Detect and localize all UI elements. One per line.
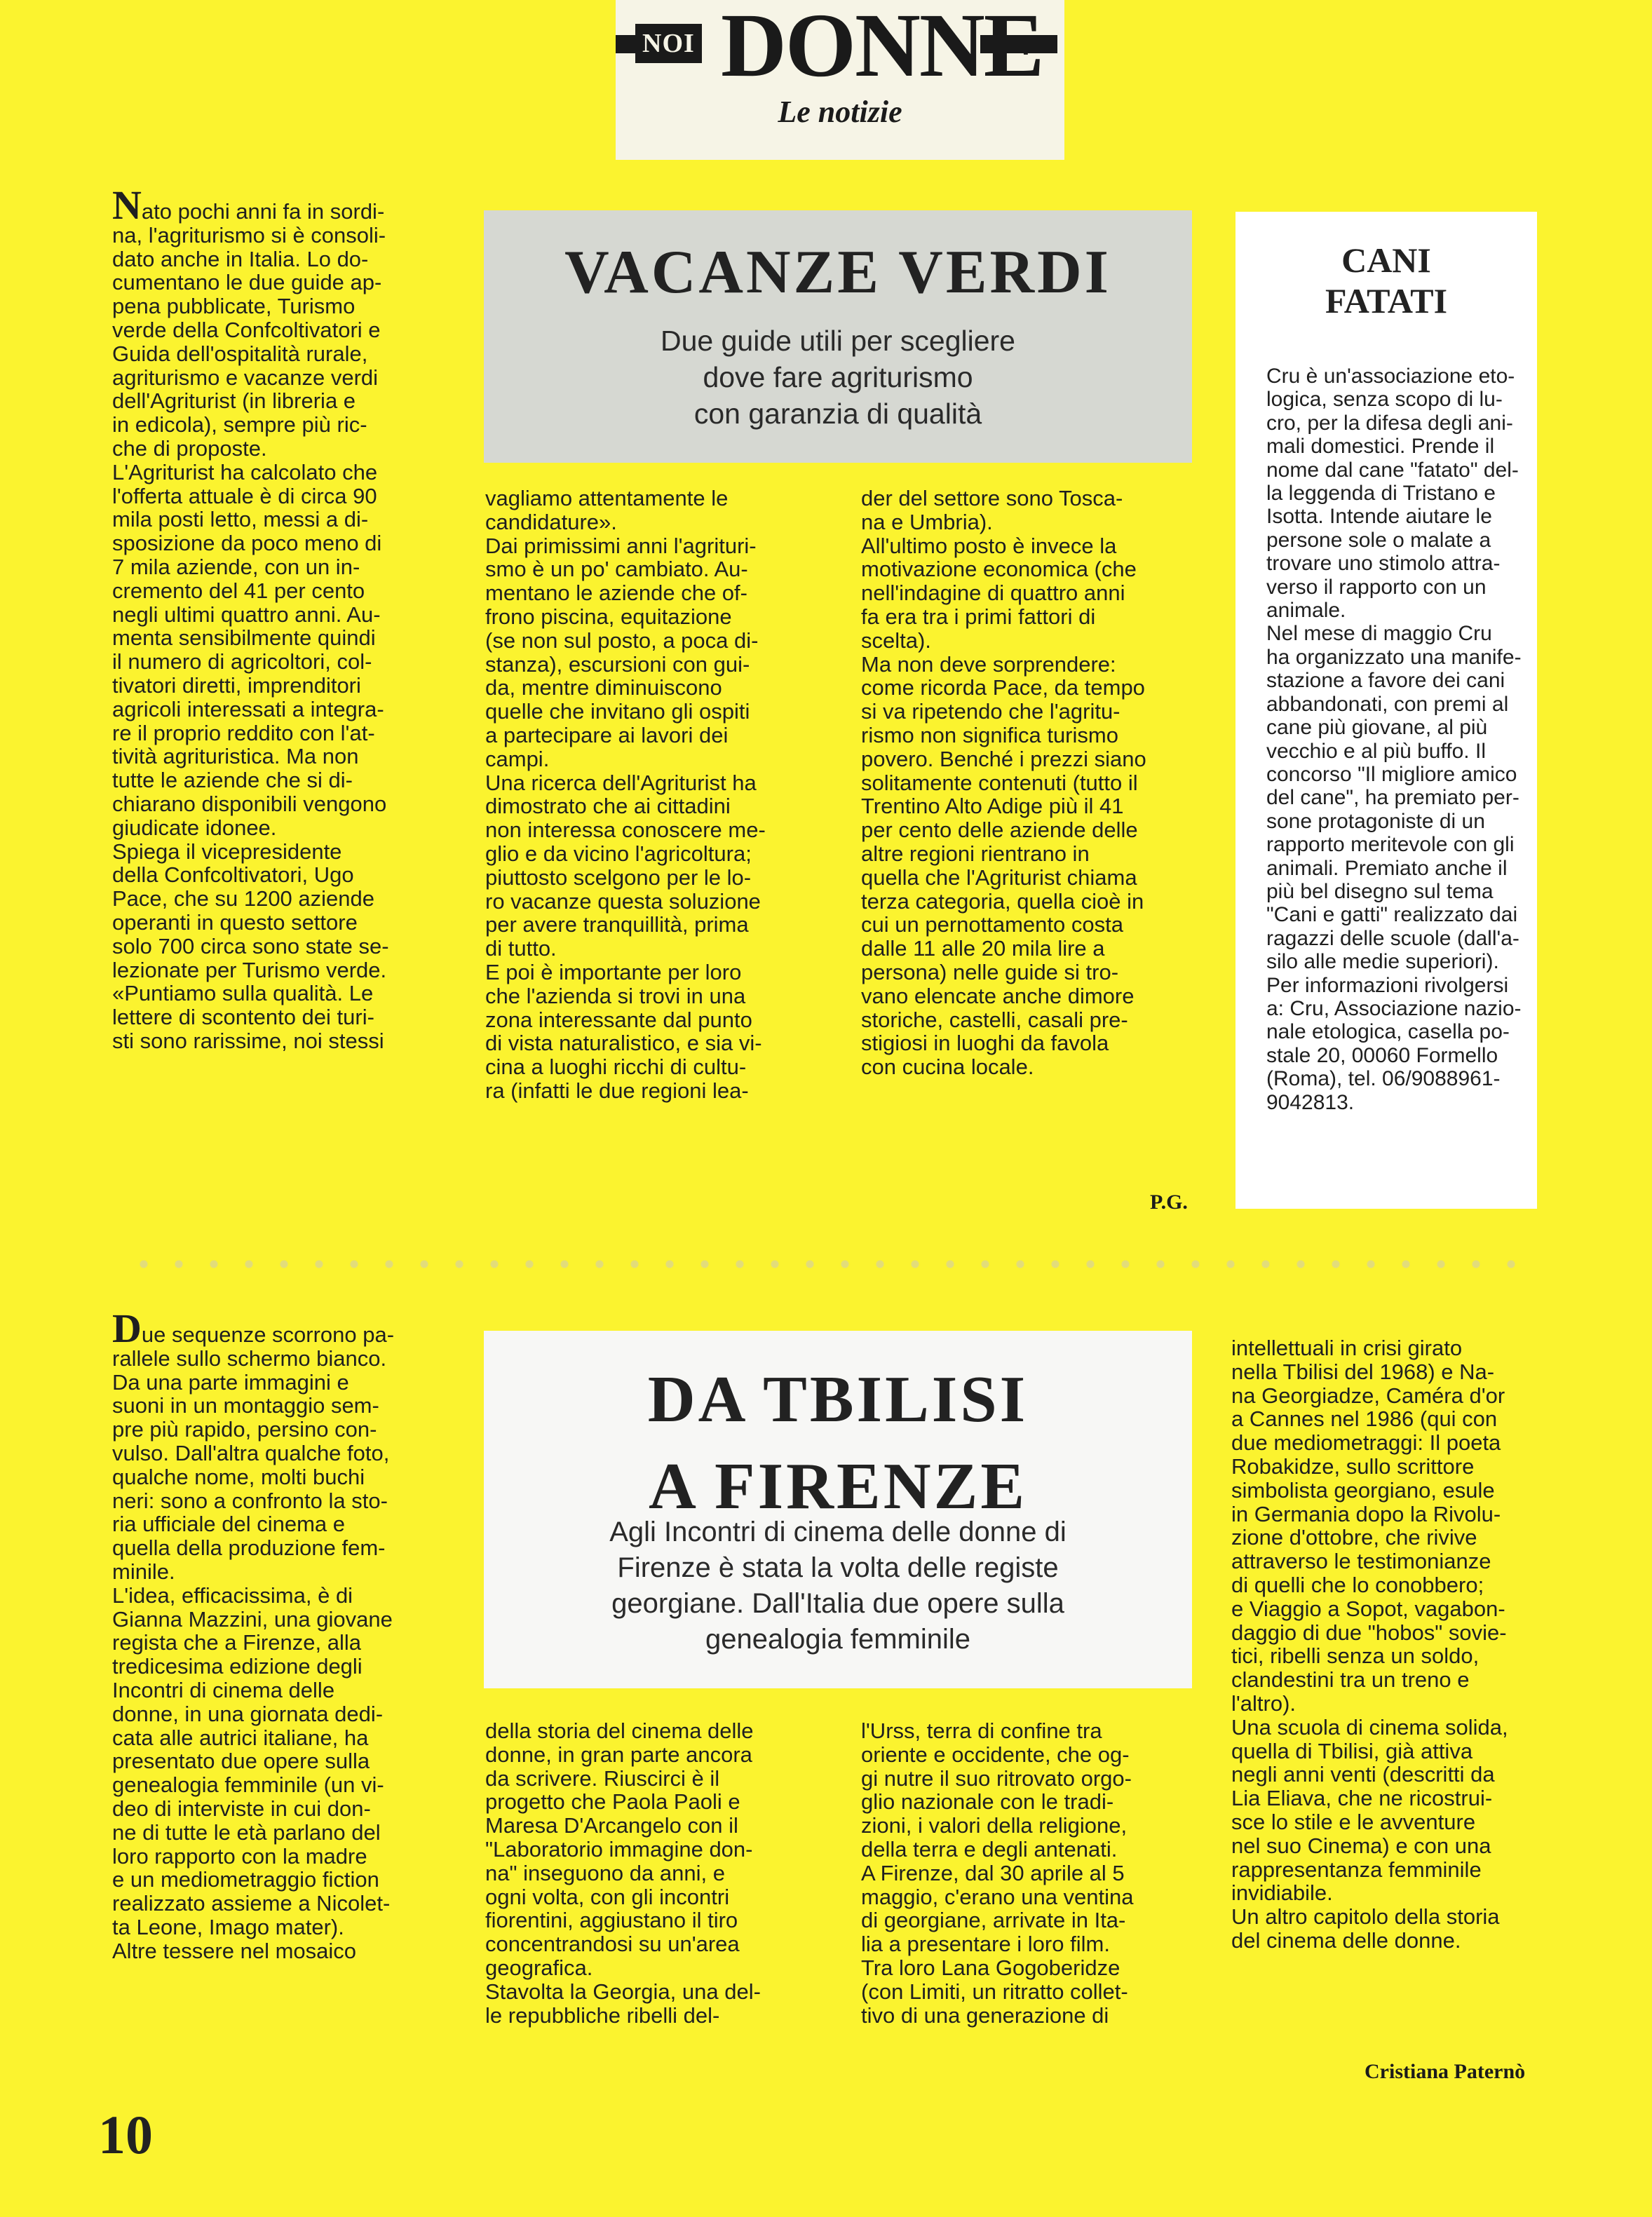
page-number: 10 [98, 2104, 153, 2165]
article1-column-1-text: ato pochi anni fa in sordi- na, l'agriturismo si è consoli- dato anche in Italia. Lo do- cumentano le due guide ap- pena pubblicate, Turismo verde della Confcoltivatori e Guida dell'ospitalità rurale, agriturismo e vacanze verdi dell'Agriturist (in libreria e in edicola), sempre più ric- che di proposte. L'Agriturist ha calcolato che l'offerta attuale è di circa 90 mila posti letto, messi a di- sposizione da poco meno di 7 mila aziende, con un in- cremento del 41 per cento negli ultimi quattro anni. Au- menta sensibilmente quindi il numero di agricoltori, col- tivatori diretti, imprenditori agricoli interessati a integra- re il proprio reddito con l'at- tività agrituristica. Ma non tutte le aziende che si di- chiarano disponibili vengono giudicate idonee. Spiega il vicepresidente della Confcoltivatori, Ugo Pace, che su 1200 aziende operanti in questo settore solo 700 circa sono state se- lezionate per Turismo verde. «Puntiamo sulla qualità. Le lettere di scontento dei turi- sti sono rarissime, noi stessi [112, 199, 389, 1053]
masthead-noi: NOI [635, 24, 702, 63]
article1-headline-box [484, 210, 1192, 463]
article2-column-4: intellettuali in crisi girato nella Tbilisi del 1968) e Na- na Georgiadze, Caméra d'or a Cannes nel 1986 (qui con due mediometraggi: Il poeta Robakidze, sullo scrittore simbolista georgiano, esule in Germania dopo la Rivolu- zione d'ottobre, che rivive attraverso le testimonianze di quelli che lo conobbero; e Viaggio a Sopot, vagabon- daggio di due "hobos" sovie- tici, ribelli senza un soldo, clandestini tra un treno e l'altro). Una scuola di cinema solida, quella di Tbilisi, già attiva negli anni venti (descritti da Lia Eliava, che ne ricostrui- sce lo stile e le avventure nel suo Cinema) e con una rappresentanza femminile invidiabile. Un altro capitolo della storia del cinema delle donne. [1231, 1336, 1508, 1953]
article1-signature: P.G. [1150, 1191, 1188, 1214]
article1-drop-cap: N [112, 182, 142, 228]
section-divider-dots [126, 1259, 1529, 1269]
article1-column-1 [112, 182, 389, 1053]
masthead-subtitle: Le notizie [778, 95, 902, 129]
sidebar-title: CANI FATATI [1325, 240, 1448, 320]
article1-column-2: vagliamo attentamente le candidature». Dai primissimi anni l'agrituri- smo è un po' cambiato. Au- mentano le aziende che of- frono piscina, equitazione (se non sul posto, a poca di- stanza), escursioni con gui- da, mentre diminuiscono quelle che invitano gli ospiti a partecipare ai lavori dei campi. Una ricerca dell'Agriturist ha dimostrato che ai cittadini non interessa conoscere me- glio e da vicino l'agricoltura; piuttosto scelgono per le lo- ro vacanze questa soluzione per avere tranquillità, prima di tutto. E poi è importante per loro che l'azienda si trovi in una zona interessante dal punto di vista naturalistico, e sia vi- cina a luoghi ricchi di cultu- ra (infatti le due regioni lea- [485, 486, 766, 1103]
article1-title: VACANZE VERDI [564, 238, 1111, 306]
article1-deck: Due guide utili per scegliere dove fare agriturismo con garanzia di qualità [661, 325, 1015, 430]
article1-column-3: der del settore sono Tosca- na e Umbria). All'ultimo posto è invece la motivazione economica (che nell'indagine di quattro anni fa era tra i primi fattori di scelta). Ma non deve sorprendere: come ricorda Pace, da tempo si va ripetendo che l'agritu- rismo non significa turismo povero. Benché i prezzi siano solitamente contenuti (tutto il Trentino Alto Adige più il 41 per cento delle aziende delle altre regioni rientrano in quella che l'Agriturist chiama terza categoria, quella cioè in cui un pernottamento costa dalle 11 alle 20 mila lire a persona) nelle guide si tro- vano elencate anche dimore storiche, castelli, casali pre- stigiosi in luoghi da favola con cucina locale. [861, 486, 1146, 1080]
article2-deck: Agli Incontri di cinema delle donne di Firenze è stata la volta delle registe georgiane. Dall'Italia due opere sulla genealogia femminile [609, 1517, 1067, 1655]
sidebar-box [1235, 212, 1537, 1209]
article2-column-1-text: ue sequenze scorrono pa- rallele sullo schermo bianco. Da una parte immagini e suoni in un montaggio sem- pre più rapido, persino con- vulso. Dall'altra qualche foto, qualche nome, molti buchi neri: sono a confronto la sto- ria ufficiale del cinema e quella della produzione fem- minile. L'idea, efficacissima, è di Gianna Mazzini, una giovane regista che a Firenze, alla tredicesima edizione degli Incontri di cinema delle donne, in una giornata dedi- cata alle autrici italiane, ha presentato due opere sulla genealogia femminile (un vi- deo di interviste in cui don- ne di tutte le età parlano del loro rapporto con la madre e un mediometraggio fiction realizzato assieme a Nicolet- ta Leone, Imago mater). Altre tessere nel mosaico [112, 1322, 395, 1963]
sidebar-body: Cru è un'associazione eto- logica, senza scopo di lu- cro, per la difesa degli ani- mali domestici. Prende il nome dal cane "fatato" del- la leggenda di Tristano e Isotta. Intende aiutare le persone sole o malate a trovare uno stimolo attra- verso il rapporto con un animale. Nel mese di maggio Cru ha organizzato una manife- stazione a favore dei cani abbandonati, con premi al cane più giovane, al più vecchio e al più buffo. Il concorso "Il migliore amico del cane", ha premiato per- sone protagoniste di un rapporto meritevole con gli animali. Premiato anche il più bel disegno sul tema "Cani e gatti" realizzato dai ragazzi delle scuole (dall'a- silo alle medie superiori). Per informazioni rivolgersi a: Cru, Associazione nazio- nale etologica, casella po- stale 20, 00060 Formello (Roma), tel. 06/9088961- 9042813. [1266, 365, 1522, 1114]
article2-column-2: della storia del cinema delle donne, in gran parte ancora da scrivere. Riuscirci è il progetto che Paola Paoli e Maresa D'Arcangelo con il "Laboratorio immagine don- na" inseguono da anni, e ogni volta, con gli incontri fiorentini, aggiustano il tiro concentrandosi su un'area geografica. Stavolta la Georgia, una del- le repubbliche ribelli del- [485, 1718, 761, 2028]
masthead-left-bar [616, 35, 637, 53]
article2-column-1 [112, 1306, 395, 1963]
article2-signature: Cristiana Paternò [1365, 2060, 1526, 2083]
masthead [616, 0, 1064, 160]
article2-column-3: l'Urss, terra di confine tra oriente e occidente, che og- gi nutre il suo ritrovato orgo- glio nazionale con le tradi- zioni, i valori della religione, della terra e degli antenati. A Firenze, dal 30 aprile al 5 maggio, c'erano una ventina di georgiane, arrivate in Ita- lia a presentare i loro film. Tra loro Lana Gogoberidze (con Limiti, un ritratto collet- tivo di una generazione di [861, 1718, 1134, 2028]
masthead-title: DONNE [721, 0, 1043, 96]
article2-drop-cap: D [112, 1306, 142, 1351]
article2-headline-box [484, 1331, 1192, 1688]
article2-title: DA TBILISI A FIRENZE [647, 1363, 1029, 1523]
